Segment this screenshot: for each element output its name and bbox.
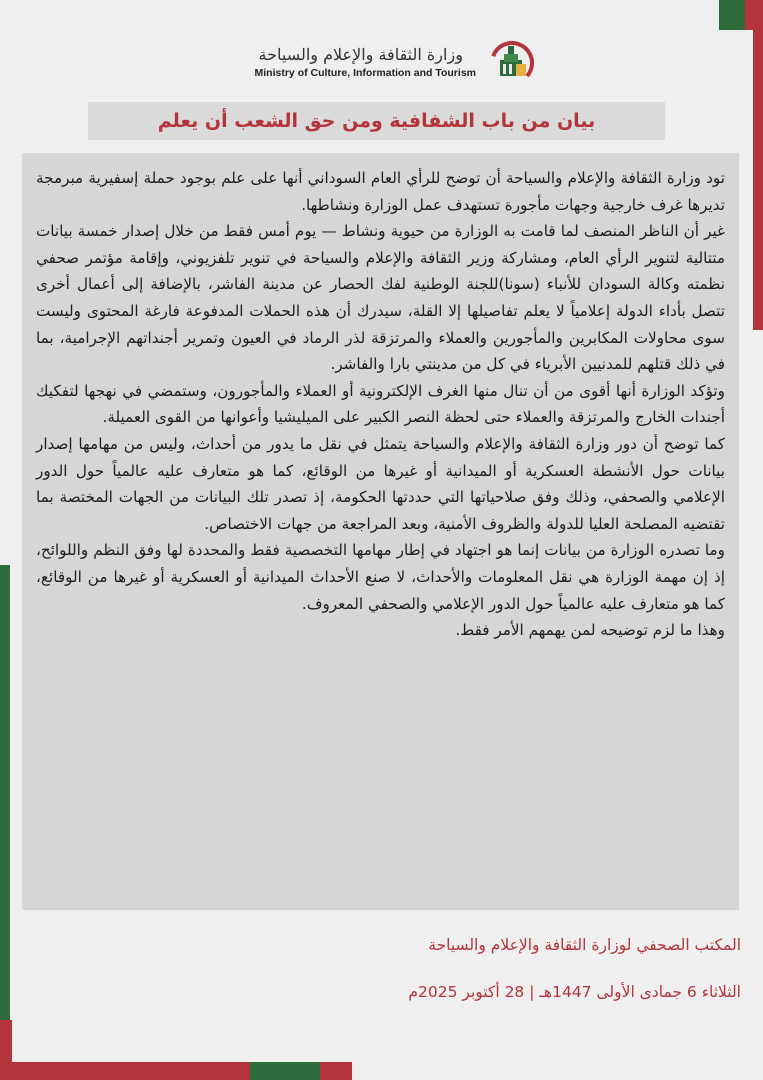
ministry-name-arabic: وزارة الثقافة والإعلام والسياحة <box>258 45 463 64</box>
letterhead <box>228 32 538 92</box>
paragraph: تود وزارة الثقافة والإعلام والسياحة أن توضح للرأي العام السوداني أنها على علم بوجود حملة إسفيرية مبرمجة تديرها غرف خارجية وجهات مأجورة تستهدف عمل الوزارة ونشاطها. <box>36 169 725 214</box>
side-stripe-right <box>753 30 763 330</box>
signature-date: الثلاثاء 6 جمادى الأولى 1447هـ | 28 أكتوبر 2025م <box>408 983 741 1001</box>
paragraph: غير أن الناظر المنصف لما قامت به الوزارة من حيوية ونشاط — يوم أمس فقط من خلال إصدار خمسة بيانات متتالية لتنوير الرأي العام، ومشاركة وزير الثقافة والإعلام والسياحة في تنوير تلفزيوني، وإقامة مؤتمر صحفي نظمته وكالة السودان للأنباء (سونا)للجنة الوطنية لفك الحصار عن مدينة الفاشر، بالإضافة إلى أعمال أخرى تتصل بأداء الدولة إعلامياً لا يعلم تفاصيلها إلا القلة، سيدرك أن هذه الحملات المدفوعة فارغة المحتوى وليست سوى محاولات المكابرين والمأجورين والعملاء والمرتزقة لذر الرماد في العيون وتمرير أجنداتهم الإجرامية، بما في ذلك قتلهم للمدنيين الأبرياء في كل من مدينتي بارا والفاشر. <box>36 222 725 374</box>
corner-decoration-red <box>745 0 763 30</box>
title-banner <box>88 102 665 140</box>
bottom-stripe-green <box>250 1062 320 1080</box>
ministry-logo-icon <box>486 36 538 88</box>
ministry-name-english: Ministry of Culture, Information and Tourism <box>254 67 476 79</box>
side-stripe-left-red <box>0 1020 12 1080</box>
paragraph: وما تصدره الوزارة من بيانات إنما هو اجتهاد في إطار مهامها التخصصية فقط والمحددة لها وفق النظم واللوائح، إذ إن مهمة الوزارة هي نقل المعلومات والأحداث، لا صنع الأحداث الميدانية أو العسكرية أو غيرها من الوقائع، كما هو متعارف عليه عالمياً حول الدور الإعلامي والصحفي المعروف. <box>36 541 725 613</box>
side-stripe-left-green <box>0 565 10 1080</box>
signature-office: المكتب الصحفي لوزارة الثقافة والإعلام والسياحة <box>428 936 741 954</box>
paragraph: وهذا ما لزم توضيحه لمن يهمهم الأمر فقط. <box>455 621 725 640</box>
statement-title: بيان من باب الشفافية ومن حق الشعب أن يعلم <box>157 110 596 132</box>
paragraph: وتؤكد الوزارة أنها أقوى من أن تنال منها الغرف الإلكترونية أو العملاء والمأجورون، وستمضي في نهجها لتفكيك أجندات الخارج والمرتزقة والعملاء حتى لحظة النصر الكبير على الميليشيا وأعوانها من القوى العميلة. <box>36 381 725 427</box>
statement-body <box>22 153 739 910</box>
paragraph: كما توضح أن دور وزارة الثقافة والإعلام والسياحة يتمثل في نقل ما يدور من أحداث، وليس من مهامها إصدار بيانات حول الأنشطة العسكرية أو الميدانية أو غيرها من الوقائع، كما هو متعارف عليه عالمياً حول الدور الإعلامي والصحفي، وذلك وفق صلاحياتها التي حددتها الحكومة، إذ تصدر تلك البيانات من الجهات المختصة بما تقتضيه المصلحة العليا للدولة والظروف الأمنية، وبعد المراجعة من جهات الاختصاص. <box>36 434 725 533</box>
ministry-names <box>255 44 476 80</box>
